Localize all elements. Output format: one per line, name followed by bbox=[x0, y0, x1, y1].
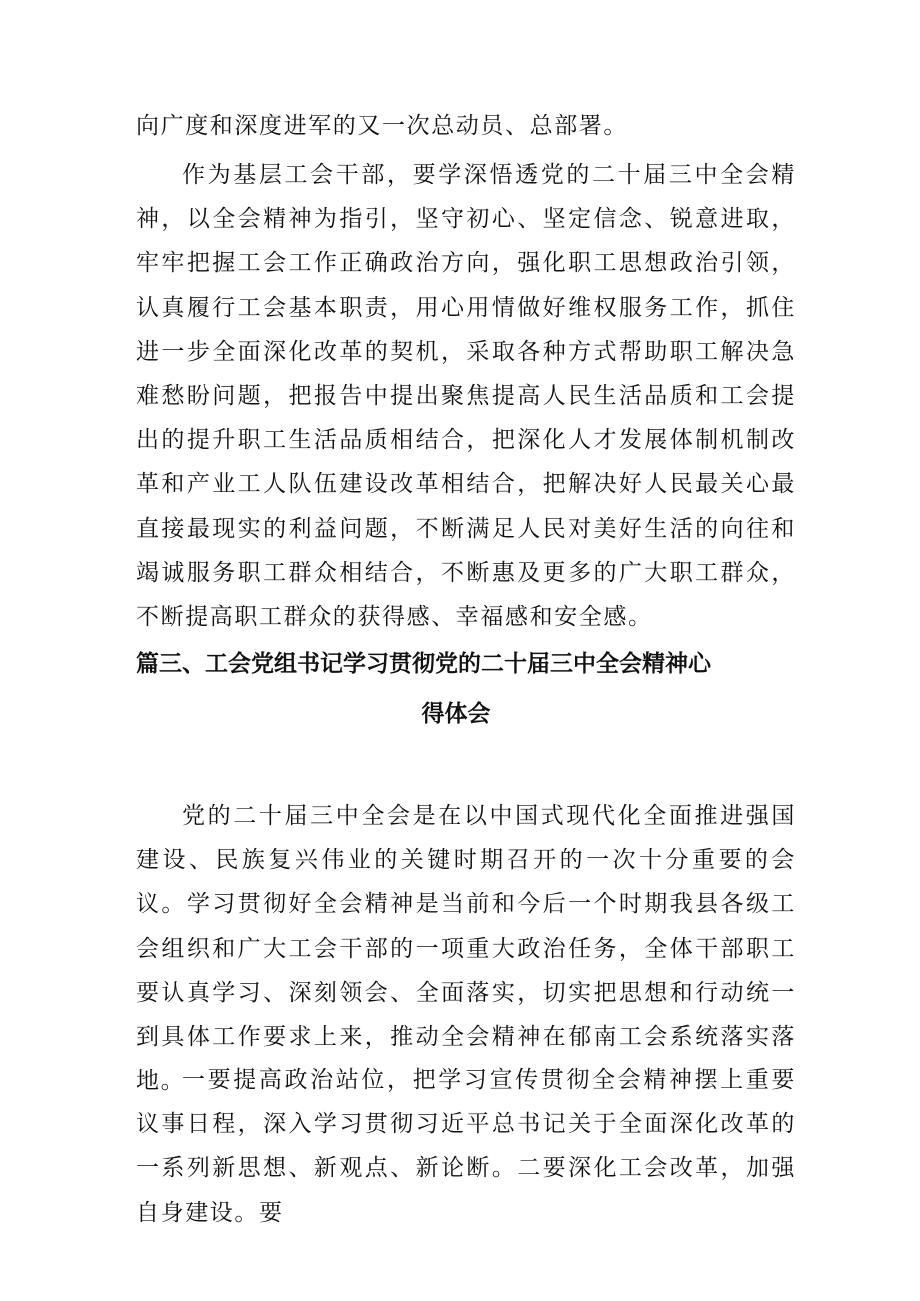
paragraph-continuation: 向广度和深度进军的又一次总动员、总部署。 bbox=[136, 113, 628, 139]
section-heading-line2: 得体会 bbox=[421, 701, 491, 727]
paragraph-requirements: 一要提高政治站位，把学习宣传贯彻全会精神摆上重要议事日程，深入学习贯彻习近平总书记关于全面深化改革的一系列新思想、新观点、新论断。二要深化工会改革，加强自身建设。要 bbox=[136, 1067, 796, 1226]
paragraph-grassroots-cadre: 作为基层工会干部，要学深悟透党的二十届三中全会精神，以全会精神为指引，坚守初心、坚定信念、锐意进取，牢牢把握工会工作正确政治方向，强化职工思想政治引领，认真履行工会基本职责，用心用情做好维权服务工作，抓住进一步全面深化改革的契机，采取各种方式帮助职工解决急难愁盼问题，把报告中提出聚焦提高人民生活品质和工会提出的提升职工生活品质相结合，把深化人才发展体制机制改革和产业工人队伍建设改革相结合，把解决好人民最关心最直接最现实的利益问题，不断满足人民对美好生活的向往和竭诚服务职工群众相结合，不断惠及更多的广大职工群众，不断提高职工群众的获得感、幸福感和安全感。 bbox=[136, 162, 796, 631]
paragraph-plenum-intro: 党的二十届三中全会是在以中国式现代化全面推进强国建设、民族复兴伟业的关键时期召开的一次十分重要的会议。学习贯彻好全会精神是当前和今后一个时期我县各级工会组织和广大工会干部的一项重大政治任务，全体干部职工要认真学习、深刻领会、全面落实，切实把思想和行动统一到具体工作要求上来，推动全会精神在郁南工会系统落实落地。 bbox=[136, 803, 796, 1095]
section-heading bbox=[136, 651, 796, 727]
section-heading-line1: 篇三、工会党组书记学习贯彻党的二十届三中全会精神心 bbox=[136, 651, 711, 677]
